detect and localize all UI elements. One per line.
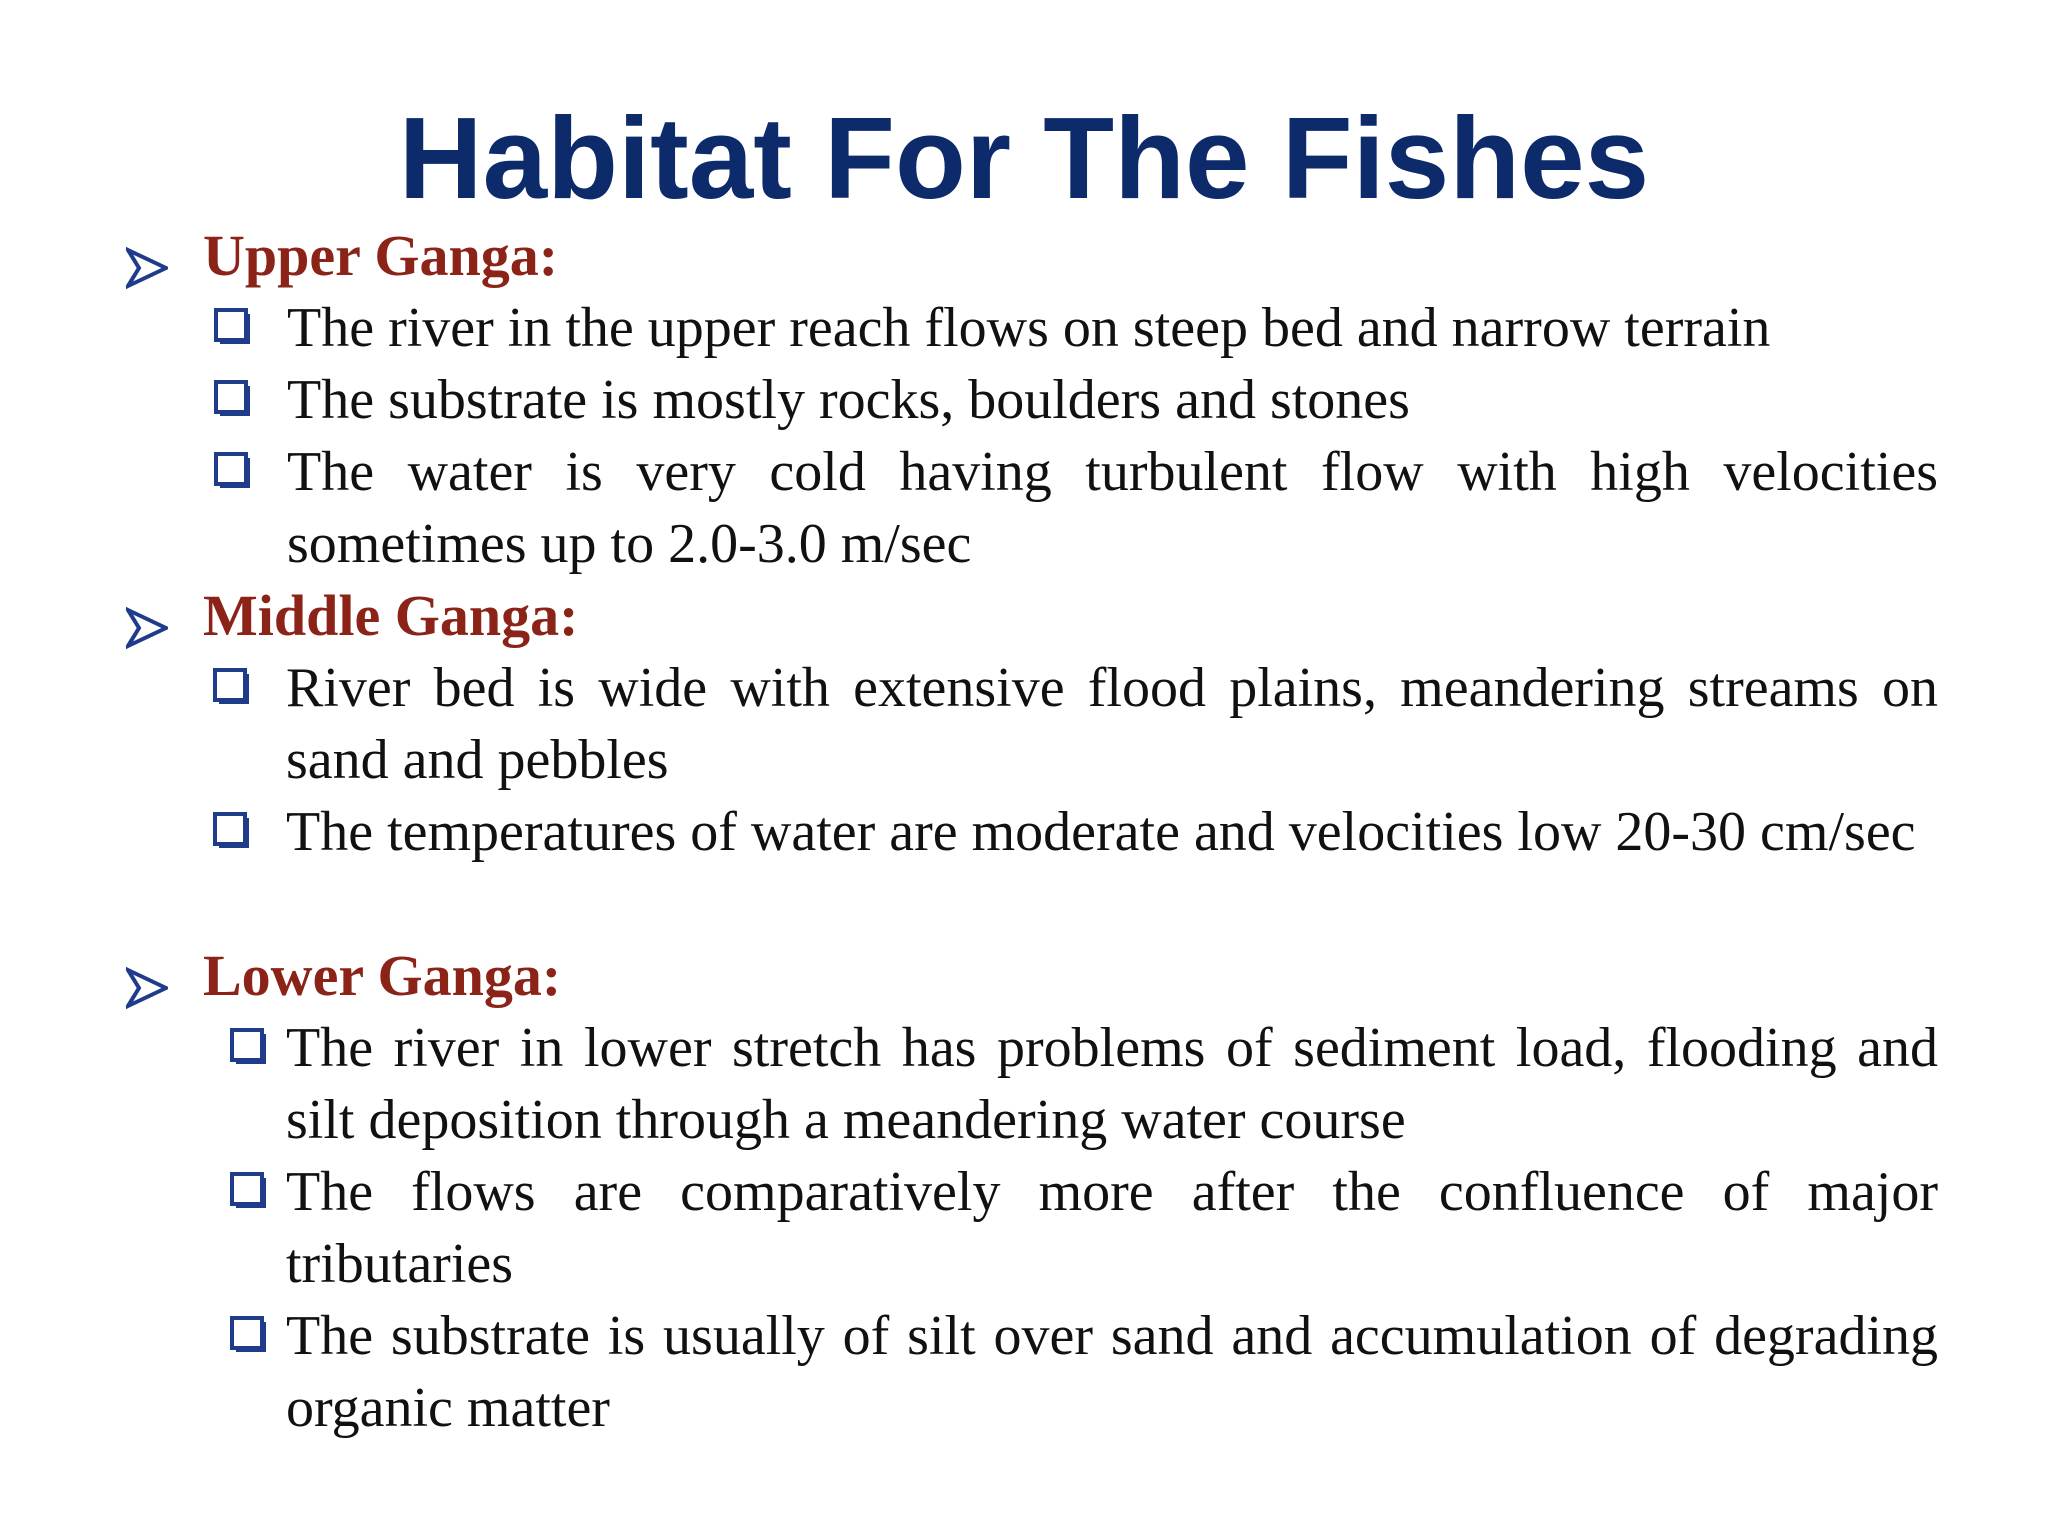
list-item-text: The river in the upper reach flows on steep bed and narrow terrain (287, 297, 1771, 359)
list-item-text: The substrate is mostly rocks, boulders and stones (287, 369, 1410, 431)
list-item-text: The substrate is usually of silt over sand and accumulation of degrading organic matter (286, 1305, 1938, 1439)
list-item-text: The flows are comparatively more after the confluence of major tributaries (286, 1161, 1938, 1295)
list-item-text: The river in lower stretch has problems of sediment load, flooding and silt deposition through a meandering water course (286, 1017, 1938, 1151)
list-item-text: The water is very cold having turbulent flow with high velocities sometimes up to 2.0-3.0 m/sec (287, 441, 1938, 575)
checkbox-bullet-icon (230, 1172, 270, 1212)
section-label: Upper Ganga: (203, 223, 559, 288)
arrow-bullet-icon (126, 594, 168, 636)
arrow-bullet-icon (126, 954, 168, 996)
list-item (286, 796, 1938, 868)
checkbox-bullet-icon (213, 812, 253, 852)
checkbox-bullet-icon (230, 1316, 270, 1356)
list-item (286, 1156, 1938, 1300)
list-item-text: River bed is wide with extensive flood plains, meandering streams on sand and pebbles (286, 657, 1938, 791)
arrow-bullet-icon (126, 234, 168, 276)
list-item (286, 1300, 1938, 1444)
checkbox-bullet-icon (214, 452, 254, 492)
slide-title: Habitat For The Fishes (398, 93, 1650, 223)
list-item-text: The temperatures of water are moderate and velocities low 20-30 cm/sec (286, 801, 1916, 863)
checkbox-bullet-icon (213, 668, 253, 708)
list-item (287, 364, 1938, 436)
list-item (286, 1012, 1938, 1156)
checkbox-bullet-icon (214, 308, 254, 348)
list-item (286, 652, 1938, 796)
list-item (287, 436, 1938, 580)
section-label: Middle Ganga: (203, 583, 579, 648)
checkbox-bullet-icon (214, 380, 254, 420)
section-label: Lower Ganga: (203, 943, 562, 1008)
checkbox-bullet-icon (230, 1028, 270, 1068)
list-item (287, 292, 1938, 364)
